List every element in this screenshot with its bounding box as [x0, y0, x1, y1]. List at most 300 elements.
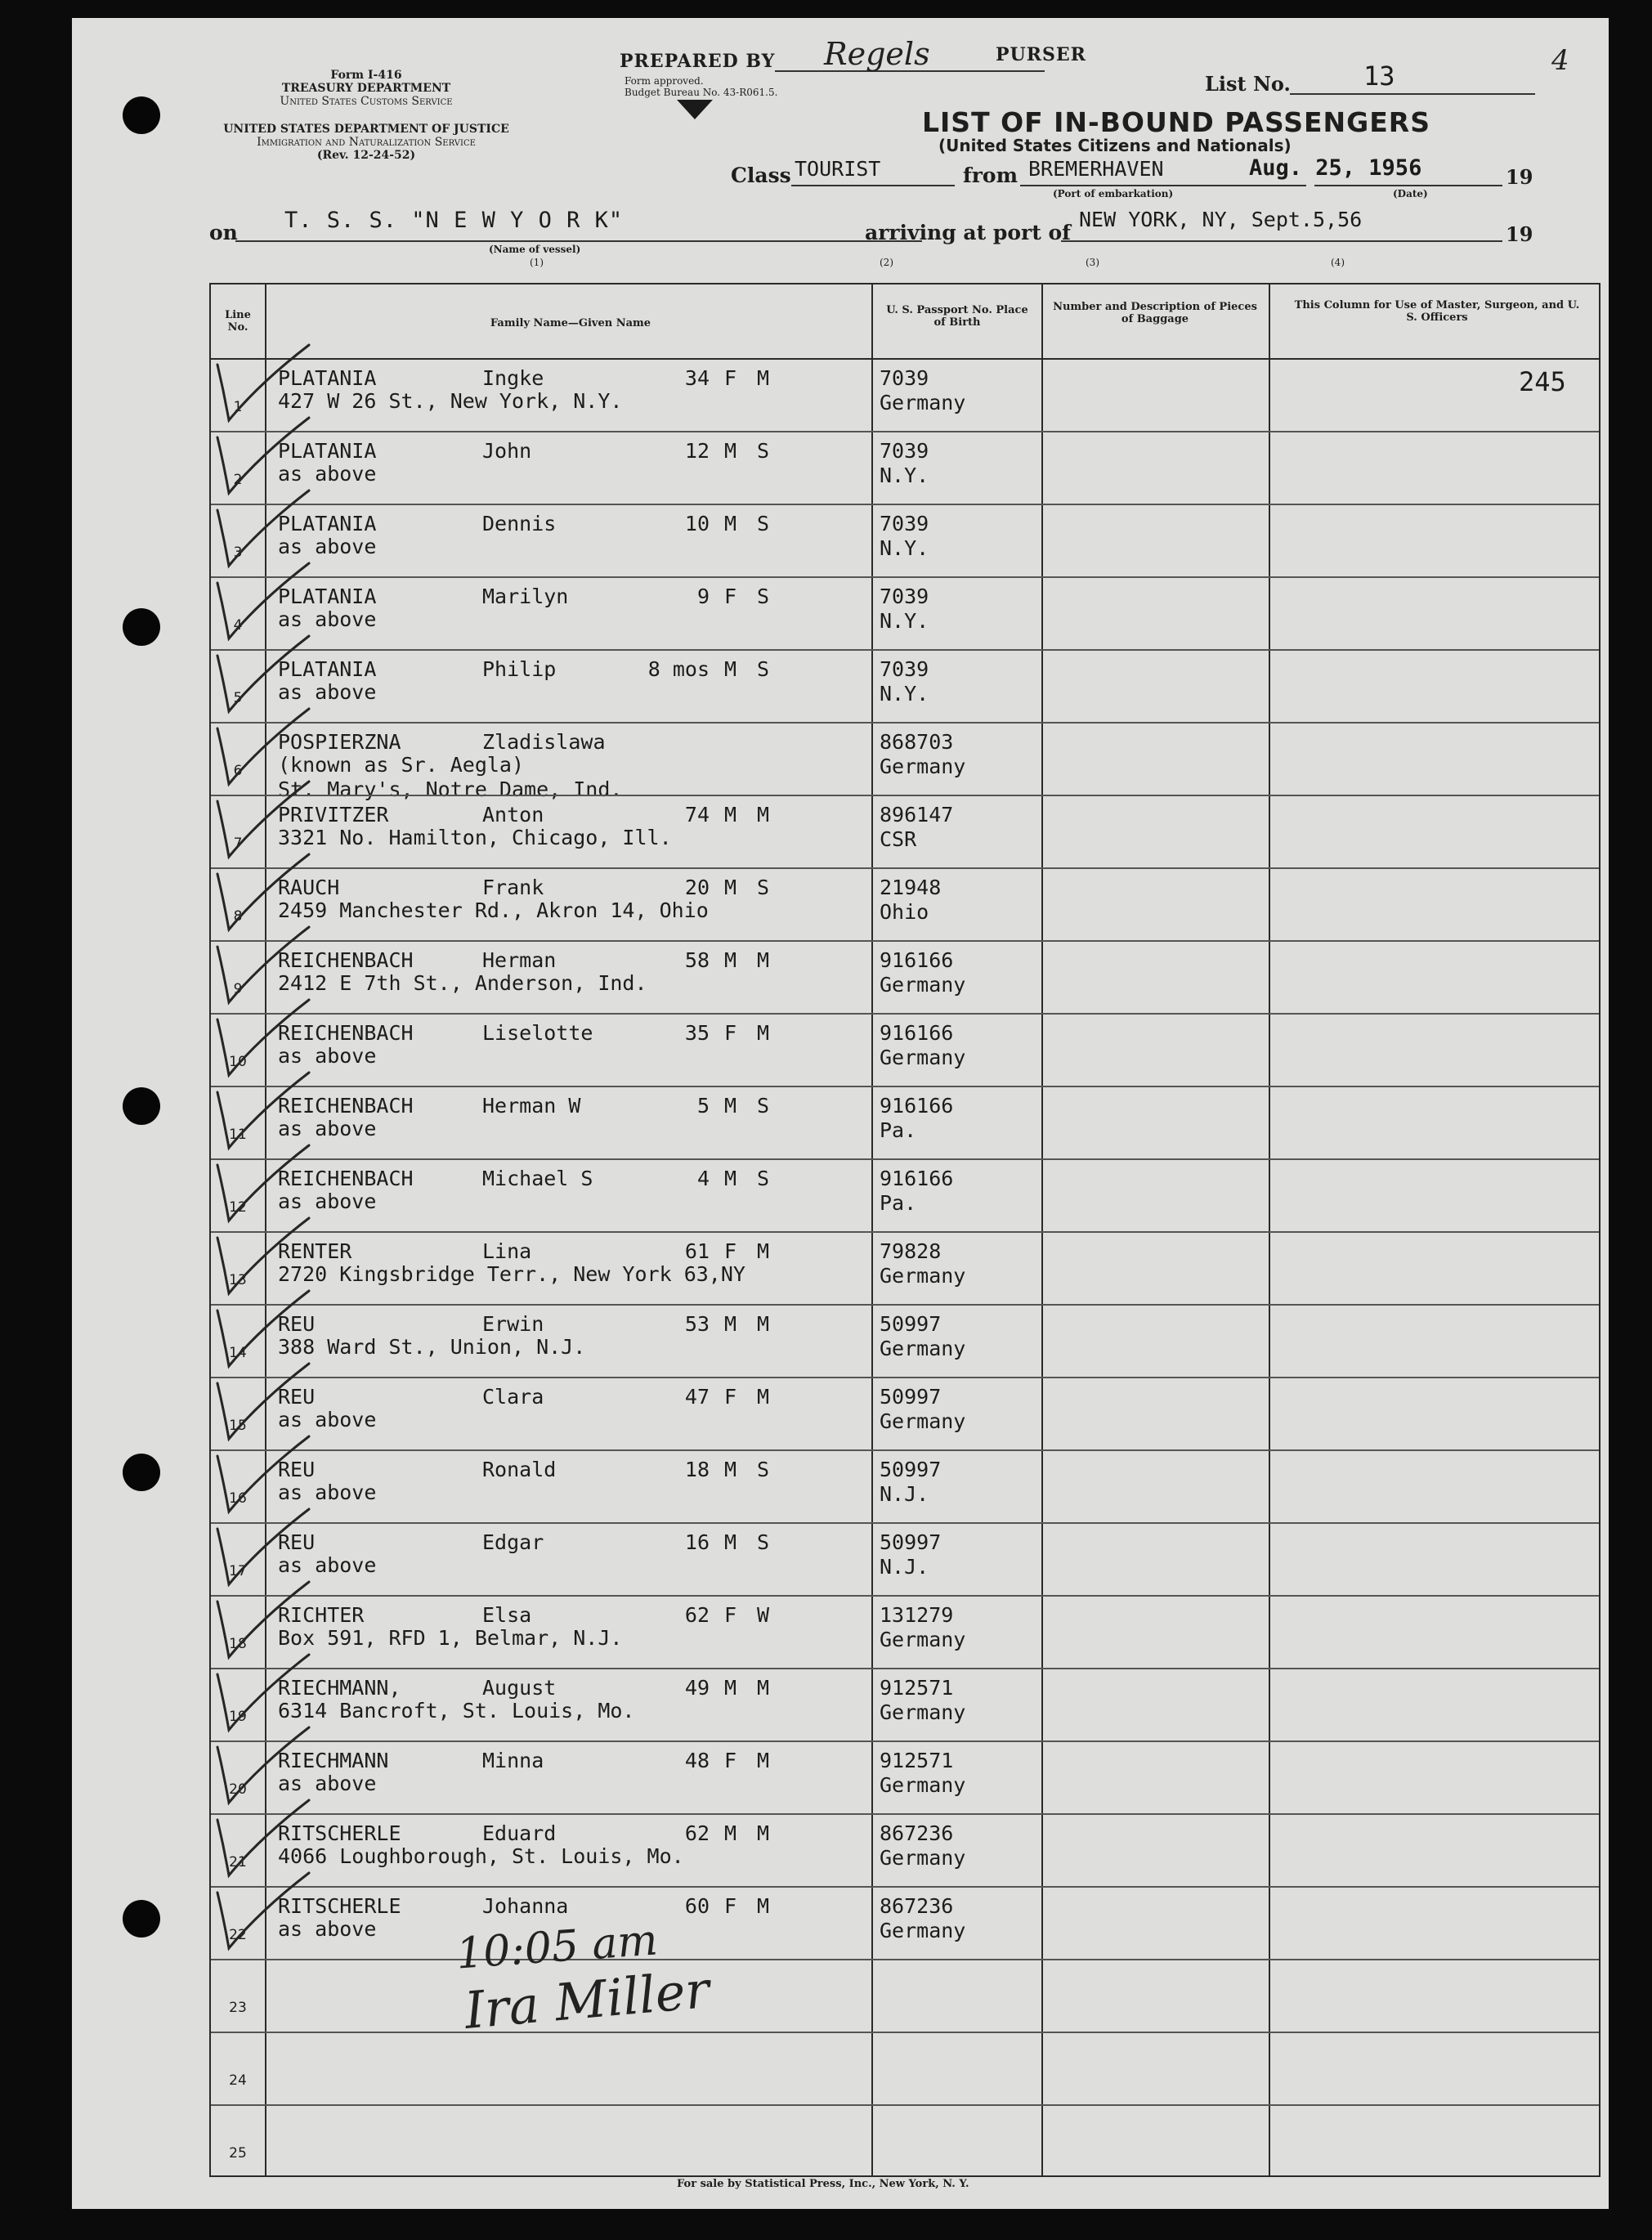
- place-of-birth: N.Y.: [880, 464, 929, 487]
- from-caption: (Port of embarkation): [1053, 188, 1174, 199]
- marital-status: S: [757, 876, 770, 899]
- family-name: PLATANIA: [278, 657, 377, 681]
- address: as above: [278, 1189, 377, 1213]
- marital-status: M: [757, 1312, 770, 1336]
- sex: M: [724, 657, 737, 681]
- passport-number: 916166: [880, 1167, 954, 1190]
- line-number: 12: [229, 1199, 247, 1216]
- age: 34: [684, 366, 710, 390]
- address: as above: [278, 1117, 377, 1140]
- row-divider: [211, 431, 1599, 432]
- sex: M: [724, 876, 737, 899]
- passport-number: 131279: [880, 1603, 954, 1627]
- sex: M: [724, 1167, 737, 1190]
- family-name: PLATANIA: [278, 366, 377, 390]
- given-name: Michael S: [482, 1167, 593, 1190]
- vessel-line: [235, 240, 922, 242]
- date-caption: (Date): [1393, 188, 1428, 199]
- passport-number: 868703: [880, 730, 954, 754]
- sex: F: [724, 1385, 737, 1409]
- table-row: [211, 1668, 1599, 1740]
- address: as above: [278, 607, 377, 631]
- vessel-col-number: (1): [530, 257, 544, 268]
- family-name: RITSCHERLE: [278, 1821, 401, 1845]
- place-of-birth: Germany: [880, 1337, 966, 1360]
- marital-status: M: [757, 1894, 770, 1918]
- arriving-label: arriving at port of: [865, 221, 1071, 244]
- place-of-birth: N.Y.: [880, 682, 929, 706]
- marital-status: M: [757, 1821, 770, 1845]
- row-divider: [211, 1158, 1599, 1160]
- age: 61: [684, 1239, 710, 1263]
- from-value: BREMERHAVEN: [1028, 157, 1164, 181]
- marital-status: S: [757, 512, 770, 535]
- age: 62: [684, 1821, 710, 1845]
- table-row: [211, 1304, 1599, 1377]
- marital-status: M: [757, 1021, 770, 1045]
- line-number: 17: [229, 1563, 247, 1579]
- dept-treasury-sub: United States Customs Service: [280, 95, 453, 108]
- age: 58: [684, 948, 710, 972]
- address: as above: [278, 535, 377, 558]
- given-name: Clara: [482, 1385, 544, 1409]
- marital-status: S: [757, 1167, 770, 1190]
- col-number-2: (2): [880, 257, 893, 268]
- address: as above: [278, 1772, 377, 1795]
- address: 2459 Manchester Rd., Akron 14, Ohio: [278, 898, 709, 922]
- sex: F: [724, 1021, 737, 1045]
- table-row: [211, 1813, 1599, 1886]
- given-name: Johanna: [482, 1894, 569, 1918]
- dept-justice: UNITED STATES DEPARTMENT OF JUSTICE: [223, 123, 509, 136]
- table-row: [211, 1231, 1599, 1304]
- age: 62: [684, 1603, 710, 1627]
- table-row: [211, 1959, 1599, 2032]
- marital-status: W: [757, 1603, 770, 1627]
- age: 74: [684, 803, 710, 827]
- address: as above: [278, 1044, 377, 1068]
- table-row: [211, 1013, 1599, 1086]
- line-number: 11: [229, 1127, 247, 1143]
- table-row: [211, 576, 1599, 649]
- line-number: 22: [229, 1927, 247, 1943]
- row-divider: [211, 940, 1599, 942]
- col-header-baggage: Number and Description of Pieces of Baggage: [1053, 301, 1257, 325]
- given-name: Minna: [482, 1749, 544, 1772]
- marital-status: M: [757, 1749, 770, 1772]
- sex: F: [724, 1239, 737, 1263]
- given-name: Zladislawa: [482, 730, 606, 754]
- marital-status: S: [757, 657, 770, 681]
- sex: F: [724, 585, 737, 608]
- address: as above: [278, 1917, 377, 1941]
- time-annotation: 10:05 am: [454, 1915, 660, 1979]
- place-of-birth: Germany: [880, 1919, 966, 1942]
- col-header-line-no: Line No.: [225, 309, 251, 334]
- marital-status: M: [757, 366, 770, 390]
- age: 60: [684, 1894, 710, 1918]
- family-name: PRIVITZER: [278, 803, 389, 827]
- sex: F: [724, 366, 737, 390]
- inspector-signature: Ira Miller: [462, 1960, 712, 2041]
- given-name: Edgar: [482, 1530, 544, 1554]
- row-divider: [211, 1377, 1599, 1378]
- row-divider: [211, 576, 1599, 578]
- row-divider: [211, 2104, 1599, 2106]
- sex: M: [724, 803, 737, 827]
- prepared-by-signature: Regels: [824, 36, 930, 72]
- footer-publisher: For sale by Statistical Press, Inc., New York, N. Y.: [677, 2178, 969, 2190]
- family-name: RIECHMANN,: [278, 1676, 401, 1700]
- table-row: [211, 504, 1599, 576]
- punch-hole: [123, 1900, 160, 1938]
- passport-number: 916166: [880, 948, 954, 972]
- passport-number: 867236: [880, 1894, 954, 1918]
- place-of-birth: N.J.: [880, 1555, 929, 1579]
- sex: M: [724, 1312, 737, 1336]
- address: 388 Ward St., Union, N.J.: [278, 1335, 586, 1359]
- list-number-value: 13: [1363, 60, 1395, 92]
- line-number: 18: [229, 1636, 247, 1652]
- family-name: REICHENBACH: [278, 948, 414, 972]
- row-divider: [211, 1086, 1599, 1087]
- sex: M: [724, 1676, 737, 1700]
- given-name: Dennis: [482, 512, 557, 535]
- place-of-birth: Germany: [880, 1046, 966, 1069]
- line-number: 23: [229, 2000, 247, 2016]
- family-name: RAUCH: [278, 876, 340, 899]
- row-divider: [211, 1449, 1599, 1451]
- given-name: Anton: [482, 803, 544, 827]
- passport-number: 7039: [880, 512, 929, 535]
- passport-number: 916166: [880, 1094, 954, 1118]
- row-divider: [211, 722, 1599, 724]
- given-name: Liselotte: [482, 1021, 593, 1045]
- marital-status: S: [757, 1458, 770, 1481]
- col-header-name: Family Name—Given Name: [490, 317, 651, 329]
- passport-number: 79828: [880, 1239, 942, 1263]
- line-number: 16: [229, 1490, 247, 1507]
- passport-number: 7039: [880, 366, 929, 390]
- row-divider: [211, 795, 1599, 796]
- place-of-birth: N.J.: [880, 1482, 929, 1506]
- place-of-birth: Germany: [880, 1773, 966, 1797]
- punch-hole: [123, 96, 160, 134]
- place-of-birth: Ohio: [880, 900, 929, 924]
- table-row: [211, 1595, 1599, 1668]
- marital-status: M: [757, 948, 770, 972]
- address: as above: [278, 1408, 377, 1431]
- address: (known as Sr. Aegla) St. Mary's, Notre Dame, Ind.: [278, 753, 623, 801]
- table-row: [211, 1740, 1599, 1813]
- col-header-officers: This Column for Use of Master, Surgeon, and U. S. Officers: [1294, 299, 1580, 324]
- line-number: 2: [233, 472, 243, 488]
- place-of-birth: Germany: [880, 391, 966, 414]
- row-divider: [211, 2032, 1599, 2033]
- given-name: Ronald: [482, 1458, 557, 1481]
- age: 4: [696, 1167, 710, 1190]
- line-number: 1: [233, 399, 243, 415]
- place-of-birth: Germany: [880, 1846, 966, 1870]
- age: 5: [696, 1094, 710, 1118]
- from-label: from: [963, 164, 1019, 187]
- passport-number: 7039: [880, 439, 929, 463]
- given-name: Herman: [482, 948, 557, 972]
- given-name: Erwin: [482, 1312, 544, 1336]
- row-divider: [211, 1013, 1599, 1015]
- date-line: [1314, 185, 1502, 186]
- form-number: Form I-416: [330, 69, 402, 82]
- family-name: RITSCHERLE: [278, 1894, 401, 1918]
- passport-number: 7039: [880, 657, 929, 681]
- row-divider: [211, 1740, 1599, 1742]
- table-row: [211, 358, 1599, 431]
- address: as above: [278, 462, 377, 486]
- given-name: Eduard: [482, 1821, 557, 1845]
- marital-status: S: [757, 439, 770, 463]
- family-name: RIECHMANN: [278, 1749, 389, 1772]
- place-of-birth: Germany: [880, 1700, 966, 1724]
- table-row: [211, 649, 1599, 722]
- line-number: 9: [233, 981, 243, 997]
- marital-status: M: [757, 1676, 770, 1700]
- punch-hole: [123, 1087, 160, 1125]
- passport-number: 896147: [880, 803, 954, 827]
- line-number: 21: [229, 1854, 247, 1870]
- date-year-suffix: 19: [1506, 165, 1533, 189]
- given-name: John: [482, 439, 532, 463]
- family-name: RENTER: [278, 1239, 352, 1263]
- col-number-4: (4): [1331, 257, 1345, 268]
- place-of-birth: Germany: [880, 755, 966, 778]
- address: as above: [278, 1481, 377, 1504]
- passport-number: 912571: [880, 1676, 954, 1700]
- place-of-birth: Germany: [880, 1409, 966, 1433]
- sex: M: [724, 1530, 737, 1554]
- table-row: [211, 722, 1599, 801]
- place-of-birth: N.Y.: [880, 609, 929, 633]
- family-name: RICHTER: [278, 1603, 365, 1627]
- manifest-page: [72, 18, 1609, 2209]
- row-divider: [211, 1595, 1599, 1597]
- sex: M: [724, 1821, 737, 1845]
- age: 48: [684, 1749, 710, 1772]
- col-header-passport: U. S. Passport No. Place of Birth: [886, 304, 1028, 329]
- line-number: 15: [229, 1418, 247, 1434]
- address: 2412 E 7th St., Anderson, Ind.: [278, 971, 647, 995]
- row-divider: [211, 1668, 1599, 1669]
- given-name: Frank: [482, 876, 544, 899]
- row-divider: [211, 1813, 1599, 1815]
- line-number: 4: [233, 617, 243, 634]
- marital-status: M: [757, 1385, 770, 1409]
- age: 16: [684, 1530, 710, 1554]
- table-row: [211, 1086, 1599, 1158]
- marital-status: S: [757, 1530, 770, 1554]
- age: 49: [684, 1676, 710, 1700]
- from-line: [1020, 185, 1306, 186]
- sex: M: [724, 948, 737, 972]
- vessel-name: T. S. S. "N E W Y O R K": [284, 208, 624, 233]
- family-name: REICHENBACH: [278, 1021, 414, 1045]
- line-number: 20: [229, 1781, 247, 1798]
- row-divider: [211, 1886, 1599, 1888]
- age: 35: [684, 1021, 710, 1045]
- prepared-by-role: PURSER: [996, 44, 1086, 65]
- passport-number: 7039: [880, 585, 929, 608]
- line-number: 13: [229, 1272, 247, 1288]
- class-line: [791, 185, 955, 186]
- header-triangle-mark: [677, 100, 713, 121]
- place-of-birth: Germany: [880, 973, 966, 997]
- age: 53: [684, 1312, 710, 1336]
- table-row: [211, 1522, 1599, 1595]
- family-name: PLATANIA: [278, 512, 377, 535]
- row-divider: [211, 649, 1599, 651]
- officer-note: 245: [1519, 366, 1566, 397]
- marital-status: S: [757, 1094, 770, 1118]
- given-name: Herman W: [482, 1094, 581, 1118]
- place-of-birth: Germany: [880, 1628, 966, 1651]
- sex: M: [724, 1458, 737, 1481]
- row-divider: [211, 1522, 1599, 1524]
- passport-number: 50997: [880, 1458, 942, 1481]
- marital-status: M: [757, 803, 770, 827]
- table-row: [211, 867, 1599, 940]
- marital-status: S: [757, 585, 770, 608]
- line-number: 8: [233, 908, 243, 925]
- marital-status: M: [757, 1239, 770, 1263]
- place-of-birth: N.Y.: [880, 536, 929, 560]
- dept-treasury: TREASURY DEPARTMENT: [281, 82, 451, 95]
- place-of-birth: Germany: [880, 1264, 966, 1288]
- on-label: on: [209, 221, 238, 244]
- passport-number: 50997: [880, 1530, 942, 1554]
- family-name: REICHENBACH: [278, 1167, 414, 1190]
- row-divider: [211, 1959, 1599, 1960]
- given-name: Lina: [482, 1239, 532, 1263]
- class-value: TOURIST: [795, 157, 881, 181]
- address: 2720 Kingsbridge Terr., New York 63,NY: [278, 1262, 745, 1286]
- row-divider: [211, 867, 1599, 869]
- arriving-year-suffix: 19: [1506, 222, 1533, 246]
- place-of-birth: Pa.: [880, 1191, 917, 1215]
- passport-number: 50997: [880, 1312, 942, 1336]
- passenger-table: [209, 283, 1601, 2177]
- age: 9: [696, 585, 710, 608]
- table-row: [211, 2032, 1599, 2104]
- given-name: Elsa: [482, 1603, 532, 1627]
- age: 20: [684, 876, 710, 899]
- prepared-by-label: PREPARED BY: [620, 51, 776, 72]
- line-number: 19: [229, 1709, 247, 1725]
- sex: M: [724, 512, 737, 535]
- form-approved: Form approved.: [625, 75, 704, 87]
- given-name: August: [482, 1676, 557, 1700]
- dept-justice-sub: Immigration and Naturalization Service: [257, 136, 476, 149]
- list-number-label: List No.: [1205, 72, 1291, 96]
- arriving-value: NEW YORK, NY, Sept.5,56: [1079, 208, 1363, 231]
- address: as above: [278, 1553, 377, 1577]
- line-number: 5: [233, 690, 243, 706]
- sex: M: [724, 1094, 737, 1118]
- passport-number: 912571: [880, 1749, 954, 1772]
- family-name: POSPIERZNA: [278, 730, 401, 754]
- address: as above: [278, 680, 377, 704]
- corner-mark: 4: [1551, 44, 1569, 77]
- address: 427 W 26 St., New York, N.Y.: [278, 389, 623, 413]
- line-number: 6: [233, 763, 243, 779]
- check-mark: [203, 1870, 317, 1960]
- family-name: PLATANIA: [278, 585, 377, 608]
- arriving-line: [1061, 240, 1502, 242]
- budget-bureau-number: Budget Bureau No. 43-R061.5.: [625, 87, 778, 98]
- line-number: 24: [229, 2072, 247, 2089]
- given-name: Philip: [482, 657, 557, 681]
- table-row: [211, 431, 1599, 504]
- family-name: REU: [278, 1385, 316, 1409]
- punch-hole: [123, 608, 160, 646]
- address: Box 591, RFD 1, Belmar, N.J.: [278, 1626, 623, 1650]
- punch-hole: [123, 1454, 160, 1491]
- age: 18: [684, 1458, 710, 1481]
- address: 6314 Bancroft, St. Louis, Mo.: [278, 1699, 635, 1723]
- line-number: 25: [229, 2145, 247, 2162]
- row-divider: [211, 1304, 1599, 1306]
- family-name: REICHENBACH: [278, 1094, 414, 1118]
- line-number: 7: [233, 836, 243, 852]
- address: 3321 No. Hamilton, Chicago, Ill.: [278, 826, 672, 849]
- col-number-3: (3): [1086, 257, 1099, 268]
- date-value: Aug. 25, 1956: [1249, 155, 1422, 181]
- sex: M: [724, 439, 737, 463]
- family-name: PLATANIA: [278, 439, 377, 463]
- table-row: [211, 795, 1599, 867]
- revision-date: (Rev. 12-24-52): [316, 149, 416, 162]
- age: 47: [684, 1385, 710, 1409]
- table-row: [211, 1886, 1599, 1959]
- table-row: [211, 940, 1599, 1013]
- passport-number: 916166: [880, 1021, 954, 1045]
- age: 12: [684, 439, 710, 463]
- age: 10: [684, 512, 710, 535]
- sex: F: [724, 1894, 737, 1918]
- table-row: [211, 1449, 1599, 1522]
- passport-number: 867236: [880, 1821, 954, 1845]
- family-name: REU: [278, 1458, 316, 1481]
- line-number: 14: [229, 1345, 247, 1361]
- vessel-caption: (Name of vessel): [489, 244, 581, 255]
- line-number: 10: [229, 1054, 247, 1070]
- age: 8 mos: [647, 657, 710, 681]
- sex: F: [724, 1749, 737, 1772]
- page-title: LIST OF IN-BOUND PASSENGERS: [922, 106, 1430, 138]
- place-of-birth: CSR: [880, 827, 917, 851]
- table-row: [211, 2104, 1599, 2177]
- passport-number: 21948: [880, 876, 942, 899]
- family-name: REU: [278, 1312, 316, 1336]
- page-subtitle: (United States Citizens and Nationals): [938, 136, 1292, 155]
- given-name: Marilyn: [482, 585, 569, 608]
- line-number: 3: [233, 544, 243, 561]
- address: 4066 Loughborough, St. Louis, Mo.: [278, 1844, 684, 1868]
- list-number-line: [1290, 93, 1535, 95]
- class-label: Class: [731, 164, 791, 187]
- family-name: REU: [278, 1530, 316, 1554]
- row-divider: [211, 1231, 1599, 1233]
- table-row: [211, 1377, 1599, 1449]
- passport-number: 50997: [880, 1385, 942, 1409]
